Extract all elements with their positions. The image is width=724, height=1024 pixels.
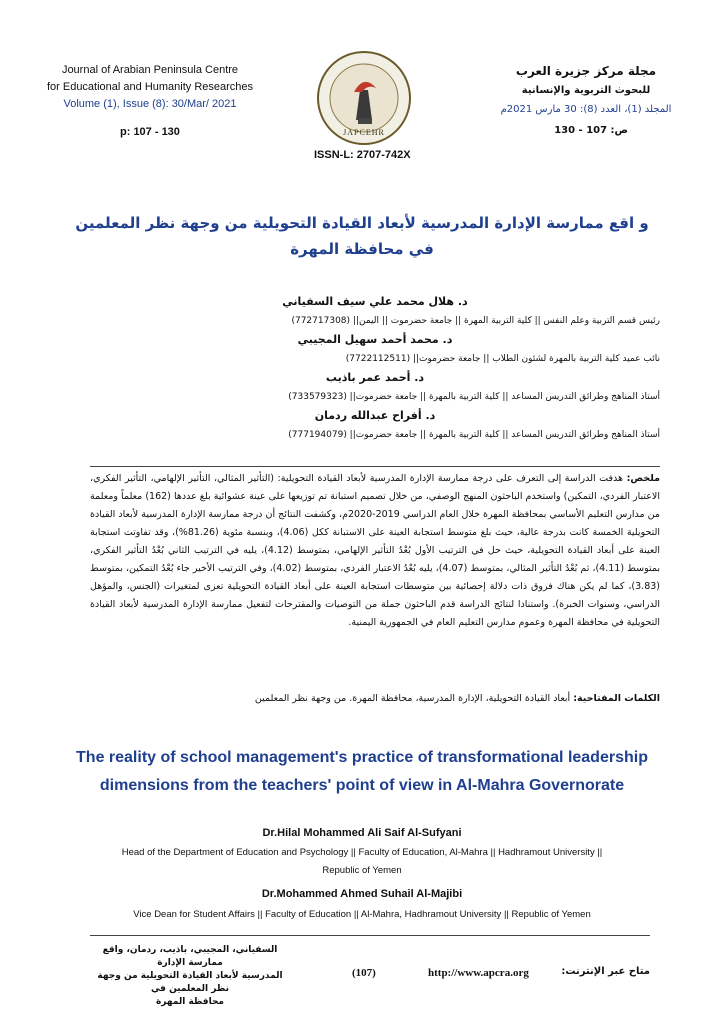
pages-en: p: 107 - 130: [120, 126, 180, 138]
author-ar-1-name: د. هلال محمد علي سيف السفياني: [282, 295, 468, 308]
abstract-text: هدفت الدراسة إلى التعرف على درجة ممارسة الإدارة المدرسية لأبعاد القيادة التحويلية: (التأثير المثالي، التأثير الإلهامي، التأثير الفكري، الاعتبار الفردي، التمكين) واستخدم الباحثون المنهج الوصفي، من خلال تصميم استبانة تم توزيعها على عينة عشوائية بلغ عددها (162) معلماً ومعلمة من مدارس التعليم الأساسي بمحافظة المهرة خلال العام الدراسي 2019-2020م، وكشفت النتائج أن درجة ممارسة الإدارة المدرسية لأبعاد القيادة التحويلية الخمسة كانت بدرجة عالية، حيث بلغ متوسط استجابة العينة على الاستبانة ككل (4.06)، وبنسبة مئوية (81.26%)، وقد تفاوتت استجابة العينة على أبعاد القيادة التحويلية، حيث حل في الترتيب الأول بُعْدُ التأثير الإلهامي، بمتوسط (4.12)، يليه في الترتيب الثاني بُعْدُ التأثير الفكري، بمتوسط (4.11)، ثم بُعْدُ التأثير المثالي، بمتوسط (4.07)، يليه بُعْدُ الاعتبار الفردي، بمتوسط (4.02)، وفي الترتيب الأخير جاء بُعْدُ التمكين، بمتوسط (3.83)، كما لم يكن هناك فروق ذات دلالة إحصائية بين متوسطات استجابة العينة على أبعاد القيادة التحويلية تعزى لمتغيرات (الجنس، والمؤهل الدراسي، وسنوات الخبرة). واستنادا لنتائج الدراسة قدم الباحثون جملة من التوصيات والمقترحات لتفعيل ممارسة الإدارة المدرسية لأبعاد القيادة التحويلية في محافظة المهرة وعموم مدارس التعليم العام في الجمهورية اليمنية.: [90, 473, 661, 628]
arabic-title: [60, 210, 664, 262]
arabic-abstract: [90, 470, 660, 632]
logo-text: JAPCEHR: [343, 128, 385, 137]
journal-name-en-line1: Journal of Arabian Peninsula Centre: [61, 64, 239, 76]
journal-logo: [316, 50, 412, 146]
author-en-2-name: Dr.Mohammed Ahmed Suhail Al-Majibi: [261, 888, 463, 900]
author-en-2-aff-line1: Vice Dean for Student Affairs || Faculty of Education || Al-Mahra, Hadhramout University || Republic of Yemen: [133, 909, 591, 920]
english-title: [40, 744, 684, 800]
journal-name-ar-line2: للبحوث التربوية والإنسانية: [521, 85, 651, 96]
english-title-line1: The reality of school management's practice of transformational leadership: [76, 749, 648, 766]
footer-citation: [90, 944, 290, 1009]
author-ar-4-name: د. أفراح عبدالله ردمان: [314, 409, 436, 422]
citation-line2: المدرسية لأبعاد القيادة التحويلية من وجهة نظر المعلمين في: [97, 971, 283, 994]
keywords-label: الكلمات المفتاحية:: [573, 693, 660, 704]
arabic-authors: [90, 292, 660, 444]
pages-ar: ص: 107 - 130: [554, 125, 628, 136]
volume-info-en: Volume (1), Issue (8): 30/Mar/ 2021: [63, 98, 237, 110]
footer-divider: [90, 935, 650, 936]
journal-url-link[interactable]: http://www.apcra.org: [428, 967, 529, 979]
citation-line1: السفياني، المجيبي، باذيب، ردمان، واقع ممارسة الإدارة: [102, 945, 278, 968]
journal-name-ar-line1: مجلة مركز جزيرة العرب: [515, 64, 657, 78]
journal-name-en-line2: for Educational and Humanity Researches: [46, 81, 254, 93]
author-en-1-name: Dr.Hilal Mohammed Ali Saif Al-Sufyani: [262, 827, 462, 839]
english-title-line2: dimensions from the teachers' point of view in Al-Mahra Governorate: [99, 777, 625, 794]
author-ar-2-name: د. محمد أحمد سهيل المجيبي: [297, 333, 453, 346]
volume-info-ar: المجلد (1)، العدد (8): 30 مارس 2021م: [500, 104, 672, 115]
abstract-label: ملخص:: [626, 473, 660, 484]
keywords-text: أبعاد القيادة التحويلية، الإدارة المدرسية، محافظة المهرة. من وجهة نظر المعلمين: [254, 693, 571, 704]
header-journal-en: [40, 62, 260, 113]
author-en-1-aff-line2: Republic of Yemen: [322, 865, 402, 876]
available-online-label: متاح عبر الإنترنت:: [561, 966, 650, 977]
abstract-divider: [90, 466, 660, 467]
citation-line3: محافظة المهرة: [155, 997, 225, 1007]
author-ar-3-name: د. أحمد عمر باذيب: [325, 371, 425, 384]
author-ar-4-affiliation: أستاذ المناهج وطرائق التدريس المساعد || كلية التربية بالمهرة || جامعة حضرموت|| (777194079): [288, 430, 660, 440]
author-ar-2-affiliation: نائب عميد كلية التربية بالمهرة لشئون الطلاب || جامعة حضرموت|| (7722112511): [345, 354, 660, 364]
page-number: (107): [352, 967, 376, 979]
keywords: [90, 690, 660, 708]
arabic-title-line1: و اقع ممارسة الإدارة المدرسية لأبعاد القيادة التحويلية من وجهة نظر المعلمين: [75, 214, 649, 232]
header-journal-ar: [486, 62, 686, 119]
author-ar-3-affiliation: أستاذ المناهج وطرائق التدريس المساعد || كلية التربية بالمهرة || جامعة حضرموت|| (733579323): [288, 392, 660, 402]
author-en-1-aff-line1: Head of the Department of Education and Psychology || Faculty of Education, Al-Mahra || Hadhramout University ||: [121, 847, 603, 858]
author-ar-1-affiliation: رئيس قسم التربية وعلم النفس || كلية التربية المهرة || جامعة حضرموت || اليمن|| (772717308): [291, 316, 660, 326]
arabic-title-line2: في محافظة المهرة: [290, 240, 434, 258]
english-authors: [60, 822, 664, 924]
issn: ISSN-L: 2707-742X: [314, 149, 411, 161]
